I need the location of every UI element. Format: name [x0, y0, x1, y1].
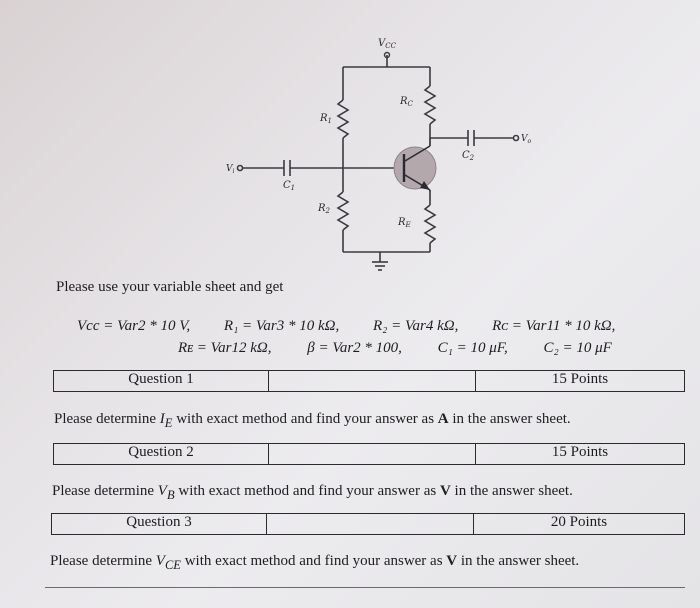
question-3-points: 20 Points [550, 514, 608, 530]
intro-text: Please use your variable sheet and get [56, 279, 284, 295]
question-3-title: Question 3 [52, 514, 267, 534]
question-2-header [53, 443, 685, 465]
var-c2: C₂ = 10 μF [543, 340, 612, 356]
var-beta: β = Var2 * 100, [307, 340, 402, 356]
re-label: $R_E$ [398, 217, 411, 229]
r2-resistor [338, 192, 348, 230]
question-3-text: Please determine $V_{CE}$ with exact method and find your answer as V in the answer sheet. [50, 553, 580, 572]
re-resistor [425, 205, 435, 243]
question-1-header [53, 370, 685, 392]
question-2-text: Please determine $V_B$ with exact method and find your answer as V in the answer sheet. [52, 483, 573, 502]
vo-terminal [514, 136, 519, 141]
vi-terminal [238, 166, 243, 171]
variables-row-2 [178, 340, 644, 357]
vcc-label: $V_{CC}$ [378, 38, 396, 50]
var-r2: R₂ = Var4 kΩ, [373, 318, 459, 334]
r1-label: $R_1$ [320, 113, 332, 125]
var-c1: C₁ = 10 μF, [437, 340, 508, 356]
next-section-divider [45, 587, 685, 588]
bjt-amplifier-circuit [0, 0, 700, 290]
rc-label: $R_C$ [400, 96, 413, 108]
question-2-title: Question 2 [54, 444, 269, 464]
question-2-points: 15 Points [551, 444, 609, 460]
npn-transistor [394, 138, 436, 192]
r2-label: $R_2$ [318, 203, 330, 215]
c2-label: $C_2$ [462, 150, 475, 162]
var-rc: Rᴄ = Var11 * 10 kΩ, [492, 318, 616, 334]
question-3-header [51, 513, 685, 535]
variables-row-1 [77, 318, 645, 335]
r1-resistor [338, 100, 348, 138]
c1-label: $C_1$ [283, 180, 296, 192]
rc-resistor [425, 86, 435, 124]
question-1-points: 15 Points [551, 371, 609, 387]
question-1-text: Please determine $I_E$ with exact method and find your answer as A in the answer sheet. [54, 411, 571, 430]
var-re: Rᴇ = Var12 kΩ, [178, 340, 272, 356]
var-vcc: Vcc = Var2 * 10 V, [77, 318, 191, 334]
question-1-title: Question 1 [54, 371, 269, 391]
vo-label: $V_o$ [521, 134, 532, 145]
var-r1: R₁ = Var3 * 10 kΩ, [223, 318, 340, 334]
vi-label: $V_i$ [226, 164, 235, 175]
